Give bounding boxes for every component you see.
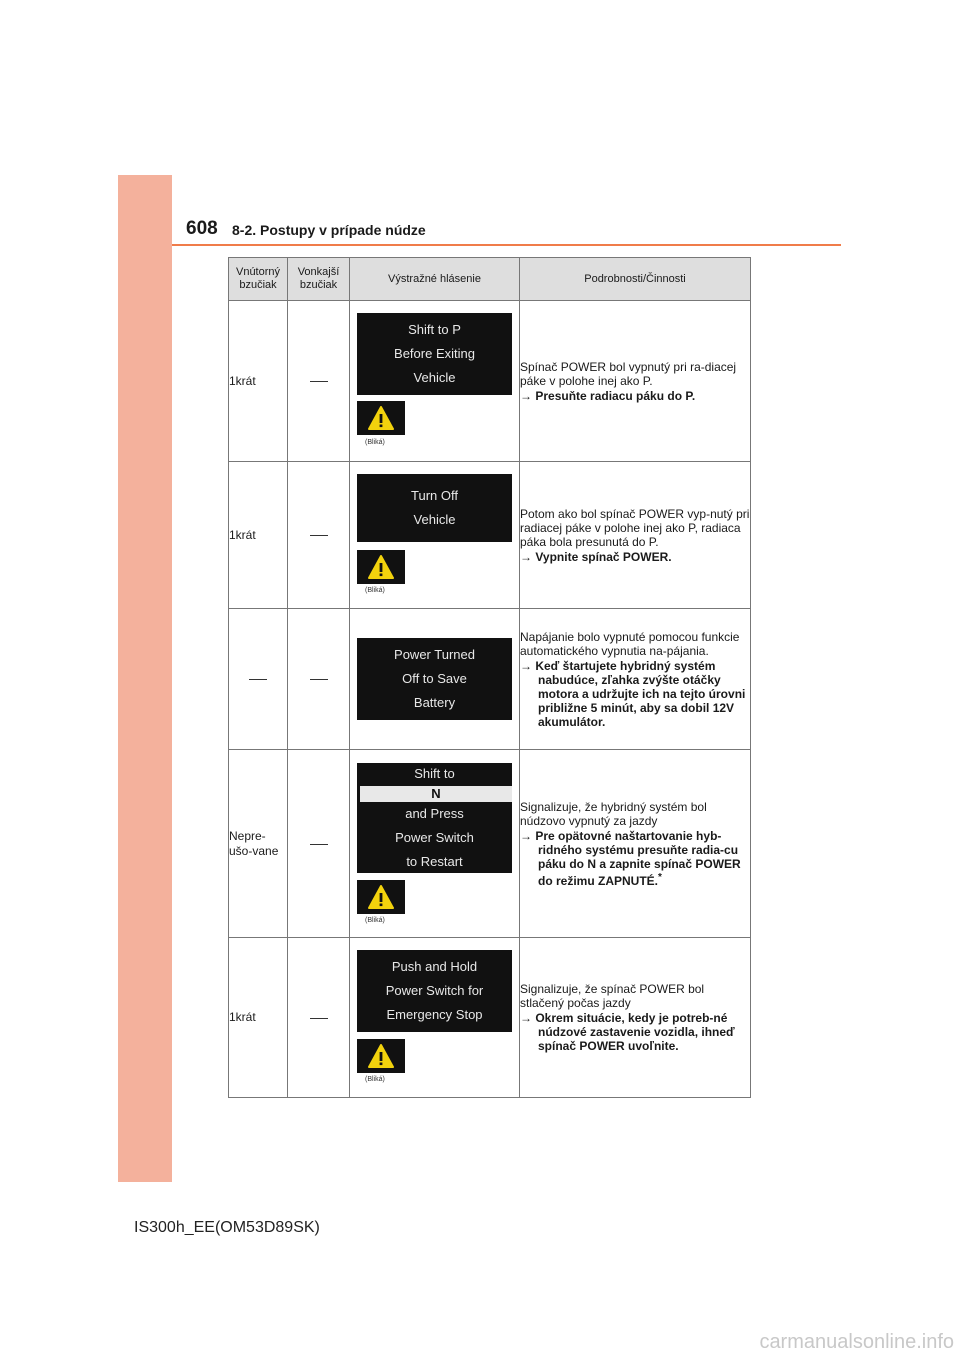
external-buzzer-cell [288,938,350,1098]
header-rule [172,244,841,246]
external-buzzer-cell [288,750,350,938]
action-label: Presuňte radiacu páku do P. [535,388,696,403]
message-line: Power Turned [394,647,475,662]
message-line: Off to Save [402,671,467,686]
warning-table [228,257,751,1098]
action-label: Vypnite spínač POWER. [535,549,672,564]
details-cell [520,609,751,750]
warning-triangle-icon [367,884,395,910]
blink-label: (Bliká) [365,1076,385,1083]
col-header-external: Vonkajší bzučiak [288,258,350,301]
message-line: Emergency Stop [386,1007,483,1022]
message-line: Turn Off [411,488,458,503]
arrow-icon: → [520,388,532,403]
message-line: and Press [405,806,464,821]
action-text [520,550,750,564]
message-display [357,474,512,542]
warning-triangle-icon [367,405,395,431]
external-buzzer-cell [288,609,350,750]
col-header-details: Podrobnosti/Činnosti [520,258,751,301]
table-row [229,301,751,462]
blink-label: (Bliká) [365,439,385,446]
message-display [357,763,512,873]
message-display [357,313,512,395]
blink-label: (Bliká) [365,917,385,924]
gear-n-indicator: N [360,786,512,802]
warning-triangle-icon [367,1043,395,1069]
col-header-message: Výstražné hlásenie [350,258,520,301]
detail-text: Signalizuje, že spínač POWER bol stlačený počas jazdy [520,982,705,1010]
action-text [520,659,750,729]
warning-message-cell [350,462,520,609]
action-label: Pre opätovné naštartovanie hyb-ridného systému presuňte radia-cu páku do N a zapnite spínač POWER do režimu ZAPNUTÉ. [535,828,741,888]
dash-mark [310,844,328,845]
internal-buzzer-cell [229,609,288,750]
details-cell [520,750,751,938]
dash-mark [310,1018,328,1019]
detail-text: Potom ako bol spínač POWER vyp-nutý pri radiacej páke v polohe inej ako P, radiaca páka bola presunutá do P. [520,506,750,549]
action-text [520,829,750,888]
arrow-icon: → [520,1011,532,1025]
page-number: 608 [186,218,218,239]
detail-text: Signalizuje, že hybridný systém bol núdzovo vypnutý za jazdy [520,799,707,828]
message-line: Vehicle [413,512,456,527]
detail-text: Spínač POWER bol vypnutý pri ra-diacej páke v polohe inej ako P. [520,359,737,388]
message-line: Battery [413,695,456,710]
warning-message-cell [350,301,520,462]
details-cell [520,462,751,609]
warning-message-cell [350,750,520,938]
arrow-icon: → [520,658,532,673]
model-code-footer: IS300h_EE(OM53D89SK) [134,1219,320,1236]
table-row [229,462,751,609]
message-line [357,762,512,802]
message-line: Push and Hold [391,959,478,974]
warning-light [357,880,405,914]
internal-buzzer-cell: 1krát [229,938,288,1098]
dash-mark [310,535,328,536]
action-label: Keď štartujete hybridný systém nabudúce, zľahka zvýšte otáčky motora a udržujte ich na tejto úrovni približne 5 minút, aby sa dobil 12V akumulátor. [535,658,746,729]
message-line: Shift to P [408,322,461,337]
details-cell [520,938,751,1098]
message-line: to Restart [406,854,463,869]
warning-light [357,1039,405,1073]
message-text: Shift to [414,766,455,781]
internal-buzzer-cell: 1krát [229,301,288,462]
table-row [229,938,751,1098]
warning-light [357,550,405,584]
internal-buzzer-cell: Nepre-ušo-vane [229,750,288,938]
chapter-sidebar [118,175,172,1182]
message-display [357,950,512,1032]
table-header-row [229,258,751,301]
message-line: Power Switch [395,830,474,845]
arrow-icon: → [520,549,532,564]
action-label: Okrem situácie, kedy je potreb-né núdzové zastavenie vozidla, ihneď spínač POWER uvoľnite. [535,1011,735,1053]
message-line: Power Switch for [385,983,484,998]
dash-mark [310,381,328,382]
message-line: Before Exiting [394,346,475,361]
warning-light [357,401,405,435]
external-buzzer-cell [288,462,350,609]
table-row [229,609,751,750]
action-text [520,389,750,403]
dash-mark [310,679,328,680]
table-row [229,750,751,938]
blink-label: (Bliká) [365,587,385,594]
details-cell [520,301,751,462]
external-buzzer-cell [288,301,350,462]
dash-mark [249,679,267,680]
internal-buzzer-cell: 1krát [229,462,288,609]
col-header-internal: Vnútorný bzučiak [229,258,288,301]
message-line: Vehicle [413,370,456,385]
warning-triangle-icon [367,554,395,580]
arrow-icon: → [520,828,532,843]
message-display [357,638,512,720]
warning-message-cell [350,609,520,750]
watermark: carmanualsonline.info [759,1331,954,1353]
action-text [520,1011,750,1053]
detail-text: Napájanie bolo vypnuté pomocou funkcie automatického vypnutia na-pájania. [520,629,740,658]
section-title: 8-2. Postupy v prípade núdze [232,222,426,238]
footnote-mark: * [658,871,662,883]
warning-message-cell [350,938,520,1098]
